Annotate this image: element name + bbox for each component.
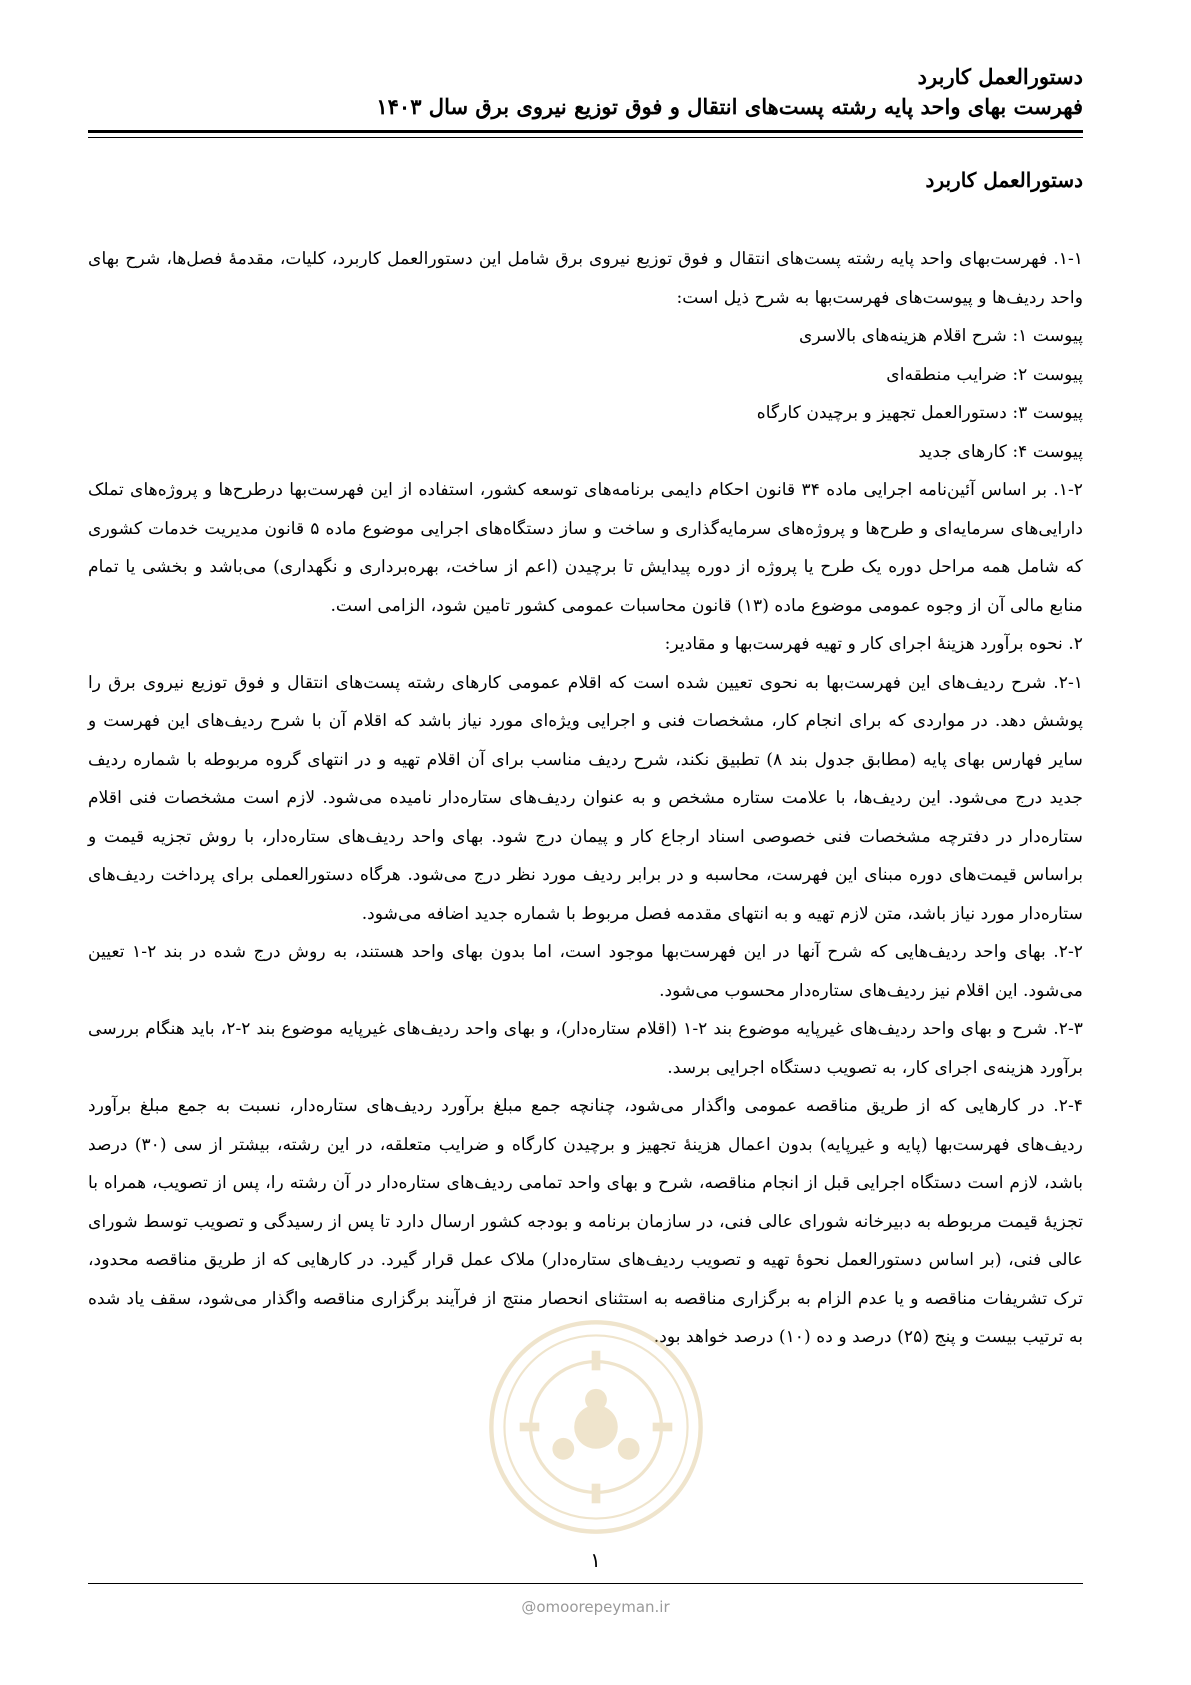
paragraph-2-4: ۲-۴. در کارهایی که از طریق مناقصه عمومی واگذار می‌شود، چنانچه جمع مبلغ برآورد ردیف‌های ستاره‌دار، نسبت به جمع مبلغ برآورد ردیف‌های فهرست‌بها (پایه و غیرپایه) بدون اعمال هزینهٔ تجهیز و برچیدن کارگاه و ضرایب متعلقه، در این رشته، بیشتر از سی (۳۰) درصد باشد، لازم است دستگاه اجرایی قبل از انجام مناقصه، شرح و بهای واحد تمامی ردیف‌های ستاره‌دار در آن رشته را، پس از تصویب، همراه با تجزیهٔ قیمت مربوطه به دبیرخانه شورای عالی فنی، در سازمان برنامه و بودجه کشور ارسال دارد تا پس از رسیدگی و تصویب توسط شورای عالی فنی، (بر اساس دستورالعمل نحوهٔ تهیه و تصویب ردیف‌های ستاره‌دار) ملاک عمل قرار گیرد. در کارهایی که از طریق مناقصه محدود، ترک تشریفات مناقصه و یا عدم الزام به برگزاری مناقصه به استثنای انحصار منتج از فرآیند برگزاری مناقصه واگذار می‌شود، سقف یاد شده به ترتیب بیست و پنج (۲۵) درصد و ده (۱۰) درصد خواهد بود. [88, 1096, 1083, 1347]
appendix-3: پیوست ۳: دستورالعمل تجهیز و برچیدن کارگاه [756, 403, 1083, 423]
header-title: دستورالعمل کاربرد [917, 64, 1083, 89]
page-number: ۱ [590, 1548, 601, 1572]
header-rule-thin [88, 137, 1083, 138]
footer-rule [88, 1583, 1083, 1584]
paragraph-2-3: ۲-۳. شرح و بهای واحد ردیف‌های غیرپایه موضوع بند ۲-۱ (اقلام ستاره‌دار)، و بهای واحد ردیف‌های غیرپایه موضوع بند ۲-۲، باید هنگام بررسی برآورد هزینه‌ی اجرای کار، به تصویب دستگاه اجرایی برسد. [88, 1019, 1083, 1078]
paragraph-1-2: ۱-۲. بر اساس آئین‌نامه اجرایی ماده ۳۴ قانون احکام دایمی برنامه‌های توسعه کشور، استفاده از این فهرست‌بها درطرح‌ها و پروژه‌های تملک دارایی‌های سرمایه‌ای و طرح‌ها و پروژه‌های سرمایه‌گذاری و ساخت و ساز دستگاه‌های اجرایی موضوع ماده ۵ قانون مدیریت خدمات کشوری که شامل همه مراحل دوره یک طرح یا پروژه از دوره پیدایش تا برچیدن (اعم از ساخت، بهره‌برداری و نگهداری) می‌باشد و بخشی یا تمام منابع مالی آن از وجوه عمومی موضوع ماده (۱۳) قانون محاسبات عمومی کشور تامین شود، الزامی است. [88, 480, 1083, 616]
paragraph-2-2: ۲-۲. بهای واحد ردیف‌هایی که شرح آنها در این فهرست‌بها موجود است، اما بدون بهای واحد هستند، به روش درج شده در بند ۲-۱ تعیین می‌شود. این اقلام نیز ردیف‌های ستاره‌دار محسوب می‌شود. [88, 942, 1083, 1001]
appendix-4: پیوست ۴: کارهای جدید [918, 441, 1083, 462]
body-text [88, 240, 1083, 1357]
paragraph-2: ۲. نحوه برآورد هزینهٔ اجرای کار و تهیه فهرست‌بها و مقادیر: [664, 634, 1083, 654]
running-header [88, 62, 1083, 122]
paragraph-2-1: ۲-۱. شرح ردیف‌های این فهرست‌بها به نحوی تعیین شده است که اقلام عمومی کارهای رشته پست‌های انتقال و فوق توزیع نیروی برق را پوشش دهد. در مواردی که برای انجام کار، مشخصات فنی و اجرایی ویژه‌ای مورد نیاز باشد که اقلام آن با شرح ردیف‌های این فهرست و سایر فهارس بهای پایه (مطابق جدول بند ۸) تطبیق نکند، شرح ردیف مناسب برای آن اقلام تهیه و در انتهای گروه مربوطه با شماره ردیف جدید درج می‌شود. این ردیف‌ها، با علامت ستاره مشخص و به عنوان ردیف‌های ستاره‌دار نامیده می‌شود. لازم است مشخصات فنی اقلام ستاره‌دار در دفترچه مشخصات فنی خصوصی اسناد ارجاع کار و پیمان درج شود. بهای واحد ردیف‌های ستاره‌دار، با روش تجزیه قیمت و براساس قیمت‌های دوره مبنای این فهرست، محاسبه و در برابر ردیف مورد نظر درج می‌شود. هرگاه دستورالعملی برای پرداخت ردیف‌های ستاره‌دار مورد نیاز باشد، متن لازم تهیه و به انتهای مقدمه فصل مربوط با شماره جدید اضافه می‌شود. [88, 672, 1083, 924]
paragraph-1-1: ۱-۱. فهرست‌بهای واحد پایه رشته پست‌های انتقال و فوق توزیع نیروی برق شامل این دستورالعمل کاربرد، کلیات، مقدمهٔ فصل‌ها، شرح بهای واحد ردیف‌ها و پیوست‌های فهرست‌بها به شرح ذیل است: [88, 249, 1083, 308]
watermark-seal-icon [487, 1318, 705, 1536]
header-subtitle: فهرست بهای واحد پایه رشته پست‌های انتقال و فوق توزیع نیروی برق سال ۱۴۰۳ [376, 94, 1083, 119]
appendix-1: پیوست ۱: شرح اقلام هزینه‌های بالاسری [799, 326, 1083, 346]
section-title: دستورالعمل کاربرد [925, 168, 1083, 192]
appendix-2: پیوست ۲: ضرایب منطقه‌ای [886, 364, 1083, 385]
website-watermark: @omoorepeyman.ir [521, 1598, 670, 1616]
header-rule-thick [88, 130, 1083, 133]
